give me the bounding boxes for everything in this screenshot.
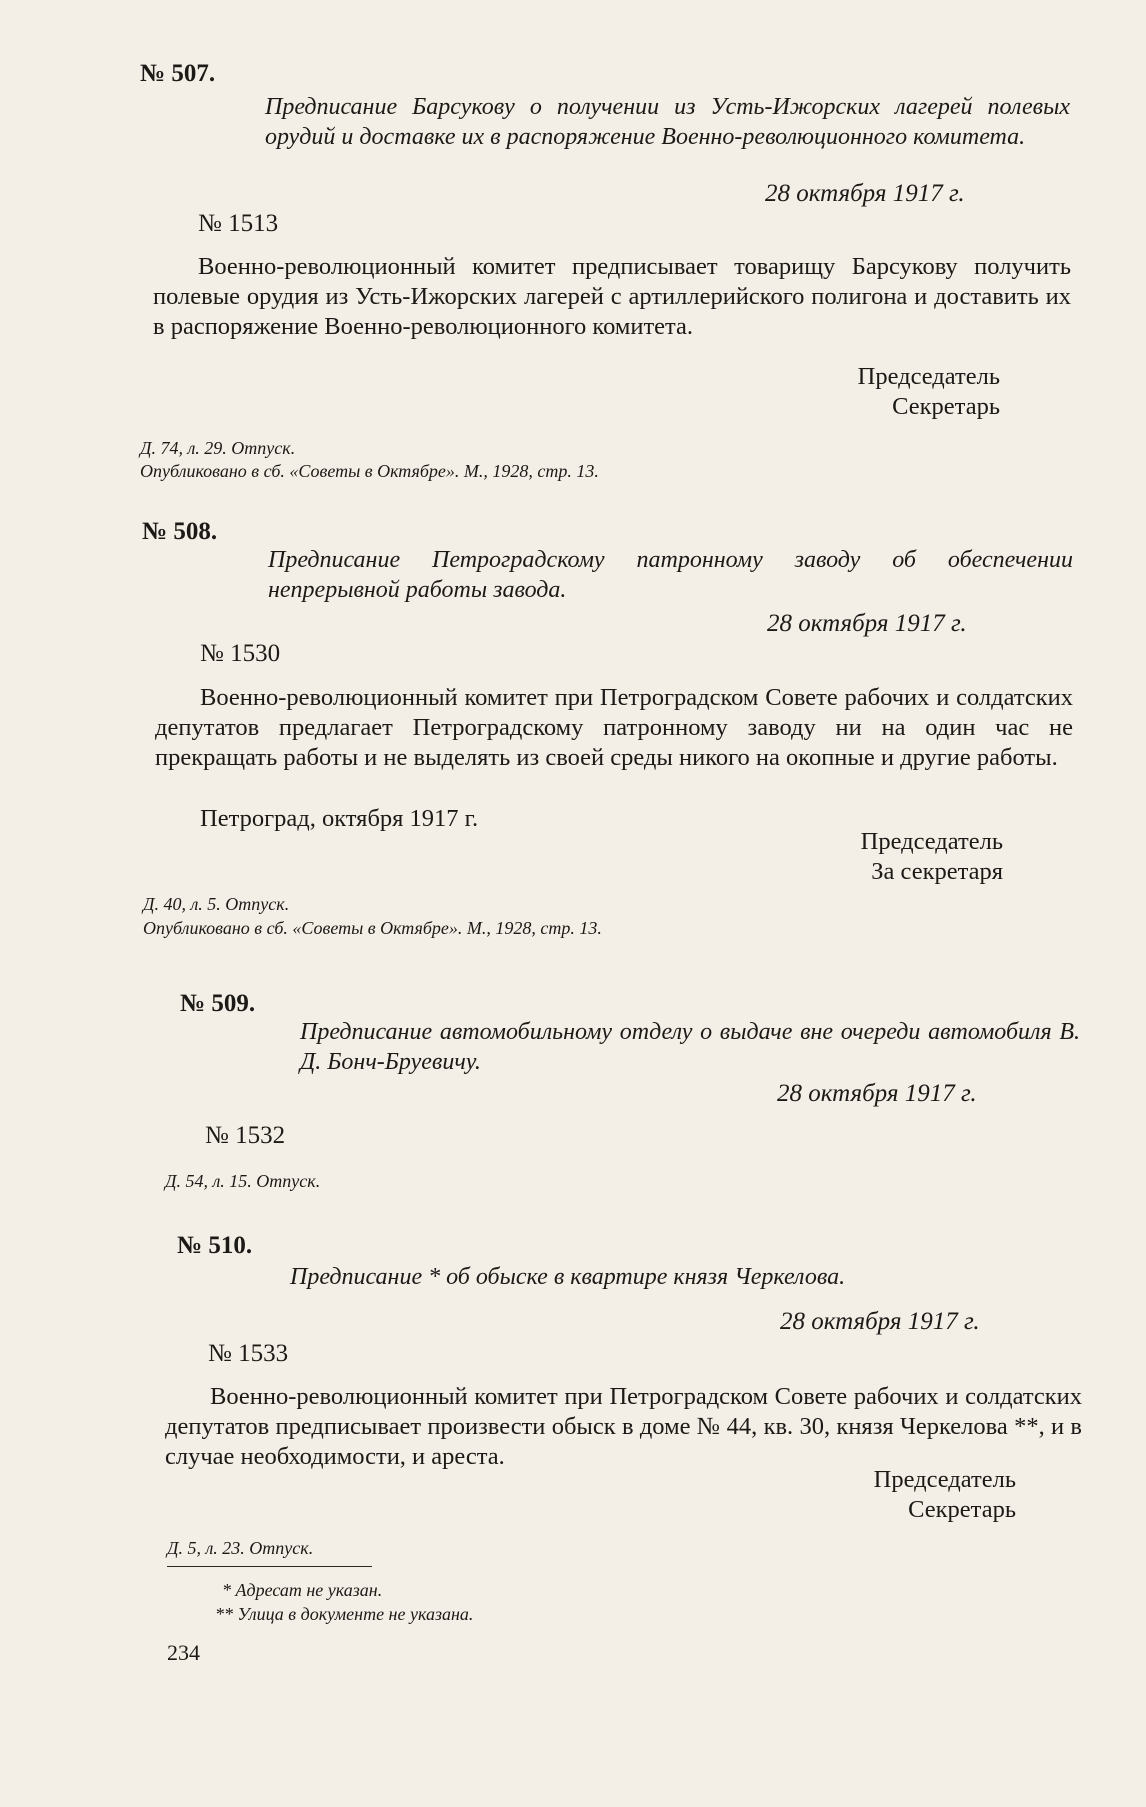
doc-date: 28 октября 1917 г. [765, 180, 965, 207]
doc-reg-number: № 1513 [198, 210, 279, 237]
doc-body: Военно-революционный комитет при Петроградском Совете рабочих и солдатских депутатов предлагает Петроградскому патронному заводу ни на один час не прекращать работы и не выделять из своей среды никого на окопные и другие работы. [155, 684, 1073, 771]
doc-title: Предписание * об обыске в квартире князя Черкелова. [290, 1264, 846, 1290]
doc-date: 28 октября 1917 г. [777, 1080, 977, 1107]
doc-number: № 507. [140, 60, 216, 87]
publication-source: Опубликовано в сб. «Советы в Октябре». М., 1928, стр. 13. [143, 918, 602, 938]
archive-source: Д. 5, л. 23. Отпуск. [167, 1538, 314, 1558]
signature-chairman: Председатель [860, 828, 1003, 855]
archive-source: Д. 54, л. 15. Отпуск. [165, 1171, 321, 1191]
doc-title: Предписание автомобильному отделу о выдаче вне очереди автомобиля В. Д. Бонч-Бруевичу. [300, 1019, 1080, 1075]
doc-body: Военно-революционный комитет предписывает товарищу Барсукову получить полевые орудия из Усть-Ижорских лагерей с артиллерийского полигона и доставить их в распоряжение Военно-революционного комитета. [153, 253, 1071, 340]
archive-source: Д. 40, л. 5. Отпуск. [143, 894, 290, 914]
doc-date: 28 октября 1917 г. [767, 610, 967, 637]
signature-secretary: За секретаря [871, 858, 1003, 885]
page-number: 234 [167, 1640, 200, 1665]
signature-secretary: Секретарь [892, 393, 1000, 420]
doc-place-date: Петроград, октября 1917 г. [200, 805, 479, 832]
doc-reg-number: № 1532 [205, 1122, 286, 1149]
doc-title: Предписание Петроградскому патронному заводу об обеспечении непрерывной работы завода. [268, 547, 1073, 603]
publication-source: Опубликовано в сб. «Советы в Октябре». М., 1928, стр. 13. [140, 461, 599, 481]
footnote: * Адресат не указан. [222, 1580, 383, 1600]
doc-reg-number: № 1530 [200, 640, 281, 667]
doc-title: Предписание Барсукову о получении из Усть-Ижорских лагерей полевых орудий и доставке их в распоряжение Военно-революционного комитета. [265, 94, 1070, 150]
signature-chairman: Председатель [857, 363, 1000, 390]
doc-number: № 509. [180, 990, 256, 1017]
footnote: ** Улица в документе не указана. [215, 1604, 474, 1624]
signature-secretary: Секретарь [908, 1496, 1016, 1523]
doc-number: № 508. [142, 518, 218, 545]
doc-reg-number: № 1533 [208, 1340, 289, 1367]
signature-chairman: Председатель [873, 1466, 1016, 1493]
doc-body: Военно-революционный комитет при Петроградском Совете рабочих и солдатских депутатов предписывает произвести обыск в доме № 44, кв. 30, князя Черкелова **, и в случае необходимости, и ареста. [165, 1383, 1082, 1470]
footnote-divider [167, 1566, 372, 1567]
doc-date: 28 октября 1917 г. [780, 1308, 980, 1335]
archive-source: Д. 74, л. 29. Отпуск. [140, 438, 296, 458]
doc-number: № 510. [177, 1232, 253, 1259]
